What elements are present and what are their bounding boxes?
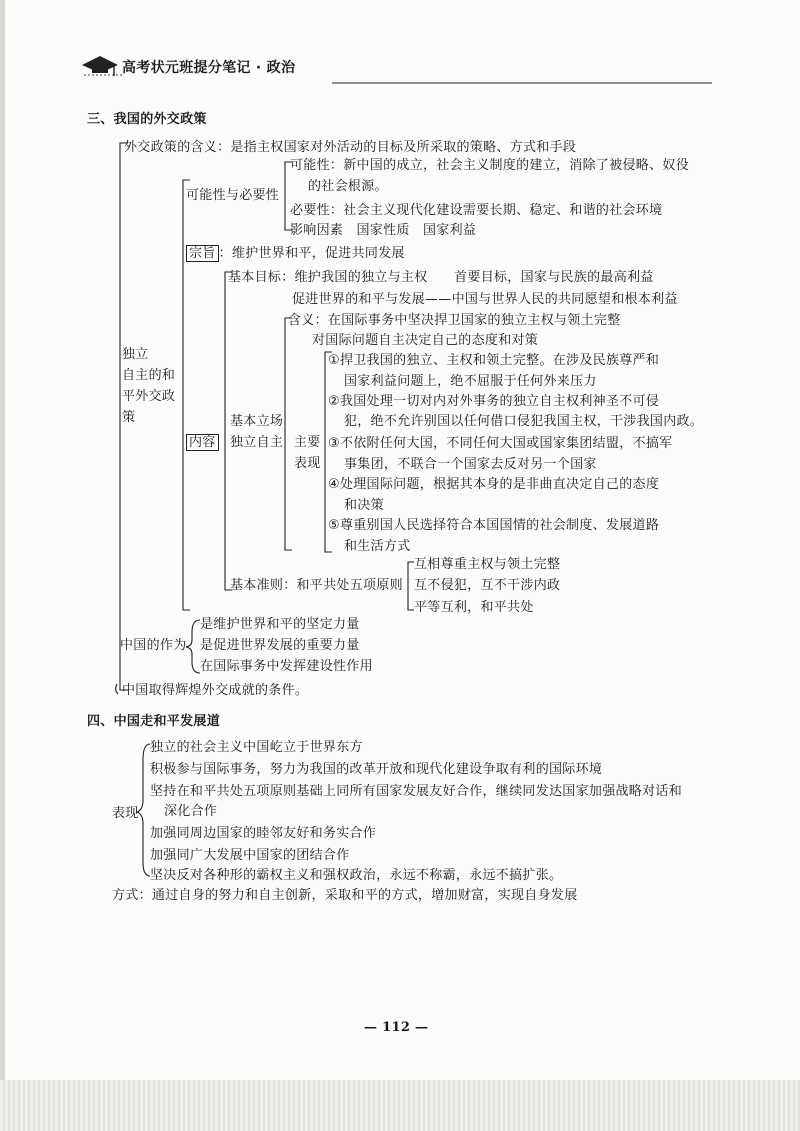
stance-meaning-2: 对国际问题自主决定自己的态度和对策 <box>312 333 539 348</box>
possibility-label: 可能性与必要性 <box>186 188 280 203</box>
influence-factors: 影响因素 国家性质 国家利益 <box>290 223 477 238</box>
principle-3: 平等互利，和平共处 <box>414 600 534 615</box>
china-role-2: 是促进世界发展的重要力量 <box>200 638 360 653</box>
perf-1a: ①捍卫我国的独立、主权和领土完整。在涉及民族尊严和 <box>328 353 660 368</box>
s4-item-3-cont: 深化合作 <box>164 804 218 819</box>
s4-item-5: 加强同广大发展中国家的团结合作 <box>150 848 350 863</box>
content-box: 内容 <box>186 434 219 451</box>
policy-meaning: 外交政策的含义：是指主权国家对外活动的目标及所采取的策略、方式和手段 <box>124 140 577 155</box>
main-perf-label-2: 表现 <box>294 456 321 471</box>
s4-item-4: 加强同周边国家的睦邻友好和务实合作 <box>150 826 377 841</box>
root-label-1: 独立 <box>122 347 149 362</box>
s4-item-6: 坚决反对各种形的霸权主义和强权政治，永远不称霸，永远不搞扩张。 <box>150 868 563 883</box>
basic-goal: 基本目标：维护我国的独立与主权 首要目标，国家与民族的最高利益 <box>228 270 654 285</box>
perf-2b: 犯，绝不允许别国以任何借口侵犯我国主权，干涉我国内政。 <box>344 414 704 429</box>
perf-label-4: 表现 <box>112 806 139 821</box>
basic-goal-2: 促进世界的和平与发展——中国与世界人民的共同愿望和根本利益 <box>292 292 678 307</box>
s4-item-1: 独立的社会主义中国屹立于世界东方 <box>150 740 363 755</box>
purpose-box: 宗旨 <box>186 245 219 262</box>
perf-2a: ②我国处理一切对内对外事务的独立自主权利神圣不可侵 <box>328 394 660 409</box>
graduation-cap-icon <box>82 56 118 76</box>
principle-1: 互相尊重主权与领土完整 <box>414 557 561 572</box>
china-role-1: 是维护世界和平的坚定力量 <box>200 617 360 632</box>
china-role-3: 在国际事务中发挥建设性作用 <box>200 659 373 674</box>
perf-3b: 事集团，不联合一个国家去反对另一个国家 <box>344 457 597 472</box>
perf-5a: ⑤尊重别国人民选择符合本国国情的社会制度、发展道路 <box>328 518 660 533</box>
stance-label-1: 基本立场 <box>230 414 284 429</box>
main-perf-label-1: 主要 <box>294 435 321 450</box>
purpose-text: ：维护世界和平，促进共同发展 <box>218 246 405 261</box>
purpose-row <box>186 246 405 262</box>
perf-3a: ③不依附任何大国，不同任何大国或国家集团结盟，不搞军 <box>328 436 673 451</box>
root-label-3: 平外交政 <box>122 389 176 404</box>
header-title: 高考状元班提分笔记 · 政治 <box>122 60 296 76</box>
scan-noise <box>0 1080 800 1131</box>
page-number-value: 112 <box>382 1020 411 1035</box>
perf-5b: 和生活方式 <box>344 539 411 554</box>
section-title: 三、我国的外交政策 <box>87 112 207 127</box>
perf-4a: ④处理国际问题，根据其本身的是非曲直决定自己的态度 <box>328 477 660 492</box>
stance-label-2: 独立自主 <box>230 435 284 450</box>
possibility-text-cont: 的社会根源。 <box>308 179 388 194</box>
page-number: — 112 — <box>364 1020 429 1035</box>
section-title-4: 四、中国走和平发展道 <box>87 714 221 729</box>
s4-item-2: 积极参与国际事务，努力为我国的改革开放和现代化建设争取有利的国际环境 <box>150 762 603 777</box>
s4-item-3: 坚持在和平共处五项原则基础上同所有国家发展友好合作，继续同发达国家加强战略对话和 <box>150 784 683 799</box>
content-row <box>186 435 219 451</box>
stance-meaning-1: 含义：在国际事务中坚决捍卫国家的独立主权与领土完整 <box>288 313 621 328</box>
achievement-conditions: 中国取得辉煌外交成就的条件。 <box>122 683 309 698</box>
possibility-text: 可能性：新中国的成立，社会主义制度的建立，消除了被侵略、奴役 <box>290 158 690 173</box>
root-label-2: 自主的和 <box>122 368 176 383</box>
principle-label: 基本准则：和平共处五项原则 <box>230 578 403 593</box>
perf-4b: 和决策 <box>344 498 384 513</box>
root-label-4: 策 <box>122 410 136 425</box>
china-role-label: 中国的作为 <box>120 638 187 653</box>
method-text: 方式：通过自身的努力和自主创新，采取和平的方式，增加财富，实现自身发展 <box>112 888 578 903</box>
necessity-text: 必要性：社会主义现代化建设需要长期、稳定、和谐的社会环境 <box>290 203 663 218</box>
principle-2: 互不侵犯，互不干涉内政 <box>414 578 561 593</box>
perf-1b: 国家利益问题上，绝不屈服于任何外来压力 <box>344 374 597 389</box>
